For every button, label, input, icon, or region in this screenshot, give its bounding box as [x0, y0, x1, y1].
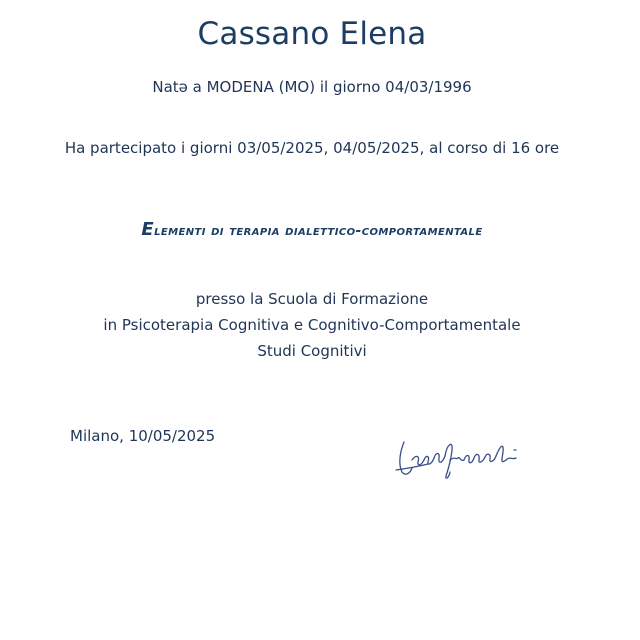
course-title-rest: lementi di terapia dialettico-comportamentale [154, 223, 483, 239]
school-line: Studi Cognitivi [257, 342, 367, 360]
school-line: in Psicoterapia Cognitiva e Cognitivo-Comportamentale [103, 316, 521, 334]
place-and-date: Milano, 10/05/2025 [70, 427, 216, 445]
school-info [0, 286, 624, 364]
school-line: presso la Scuola di Formazione [195, 290, 429, 308]
recipient-name: Cassano Elena [197, 16, 427, 52]
birth-info: Natə a MODENA (MO) il giorno 04/03/1996 [152, 78, 472, 96]
course-title [140, 218, 484, 243]
course-title-initial: E [141, 219, 155, 240]
signature-image [390, 430, 530, 482]
attendance-info: Ha partecipato i giorni 03/05/2025, 04/05/2025, al corso di 16 ore [64, 139, 560, 157]
